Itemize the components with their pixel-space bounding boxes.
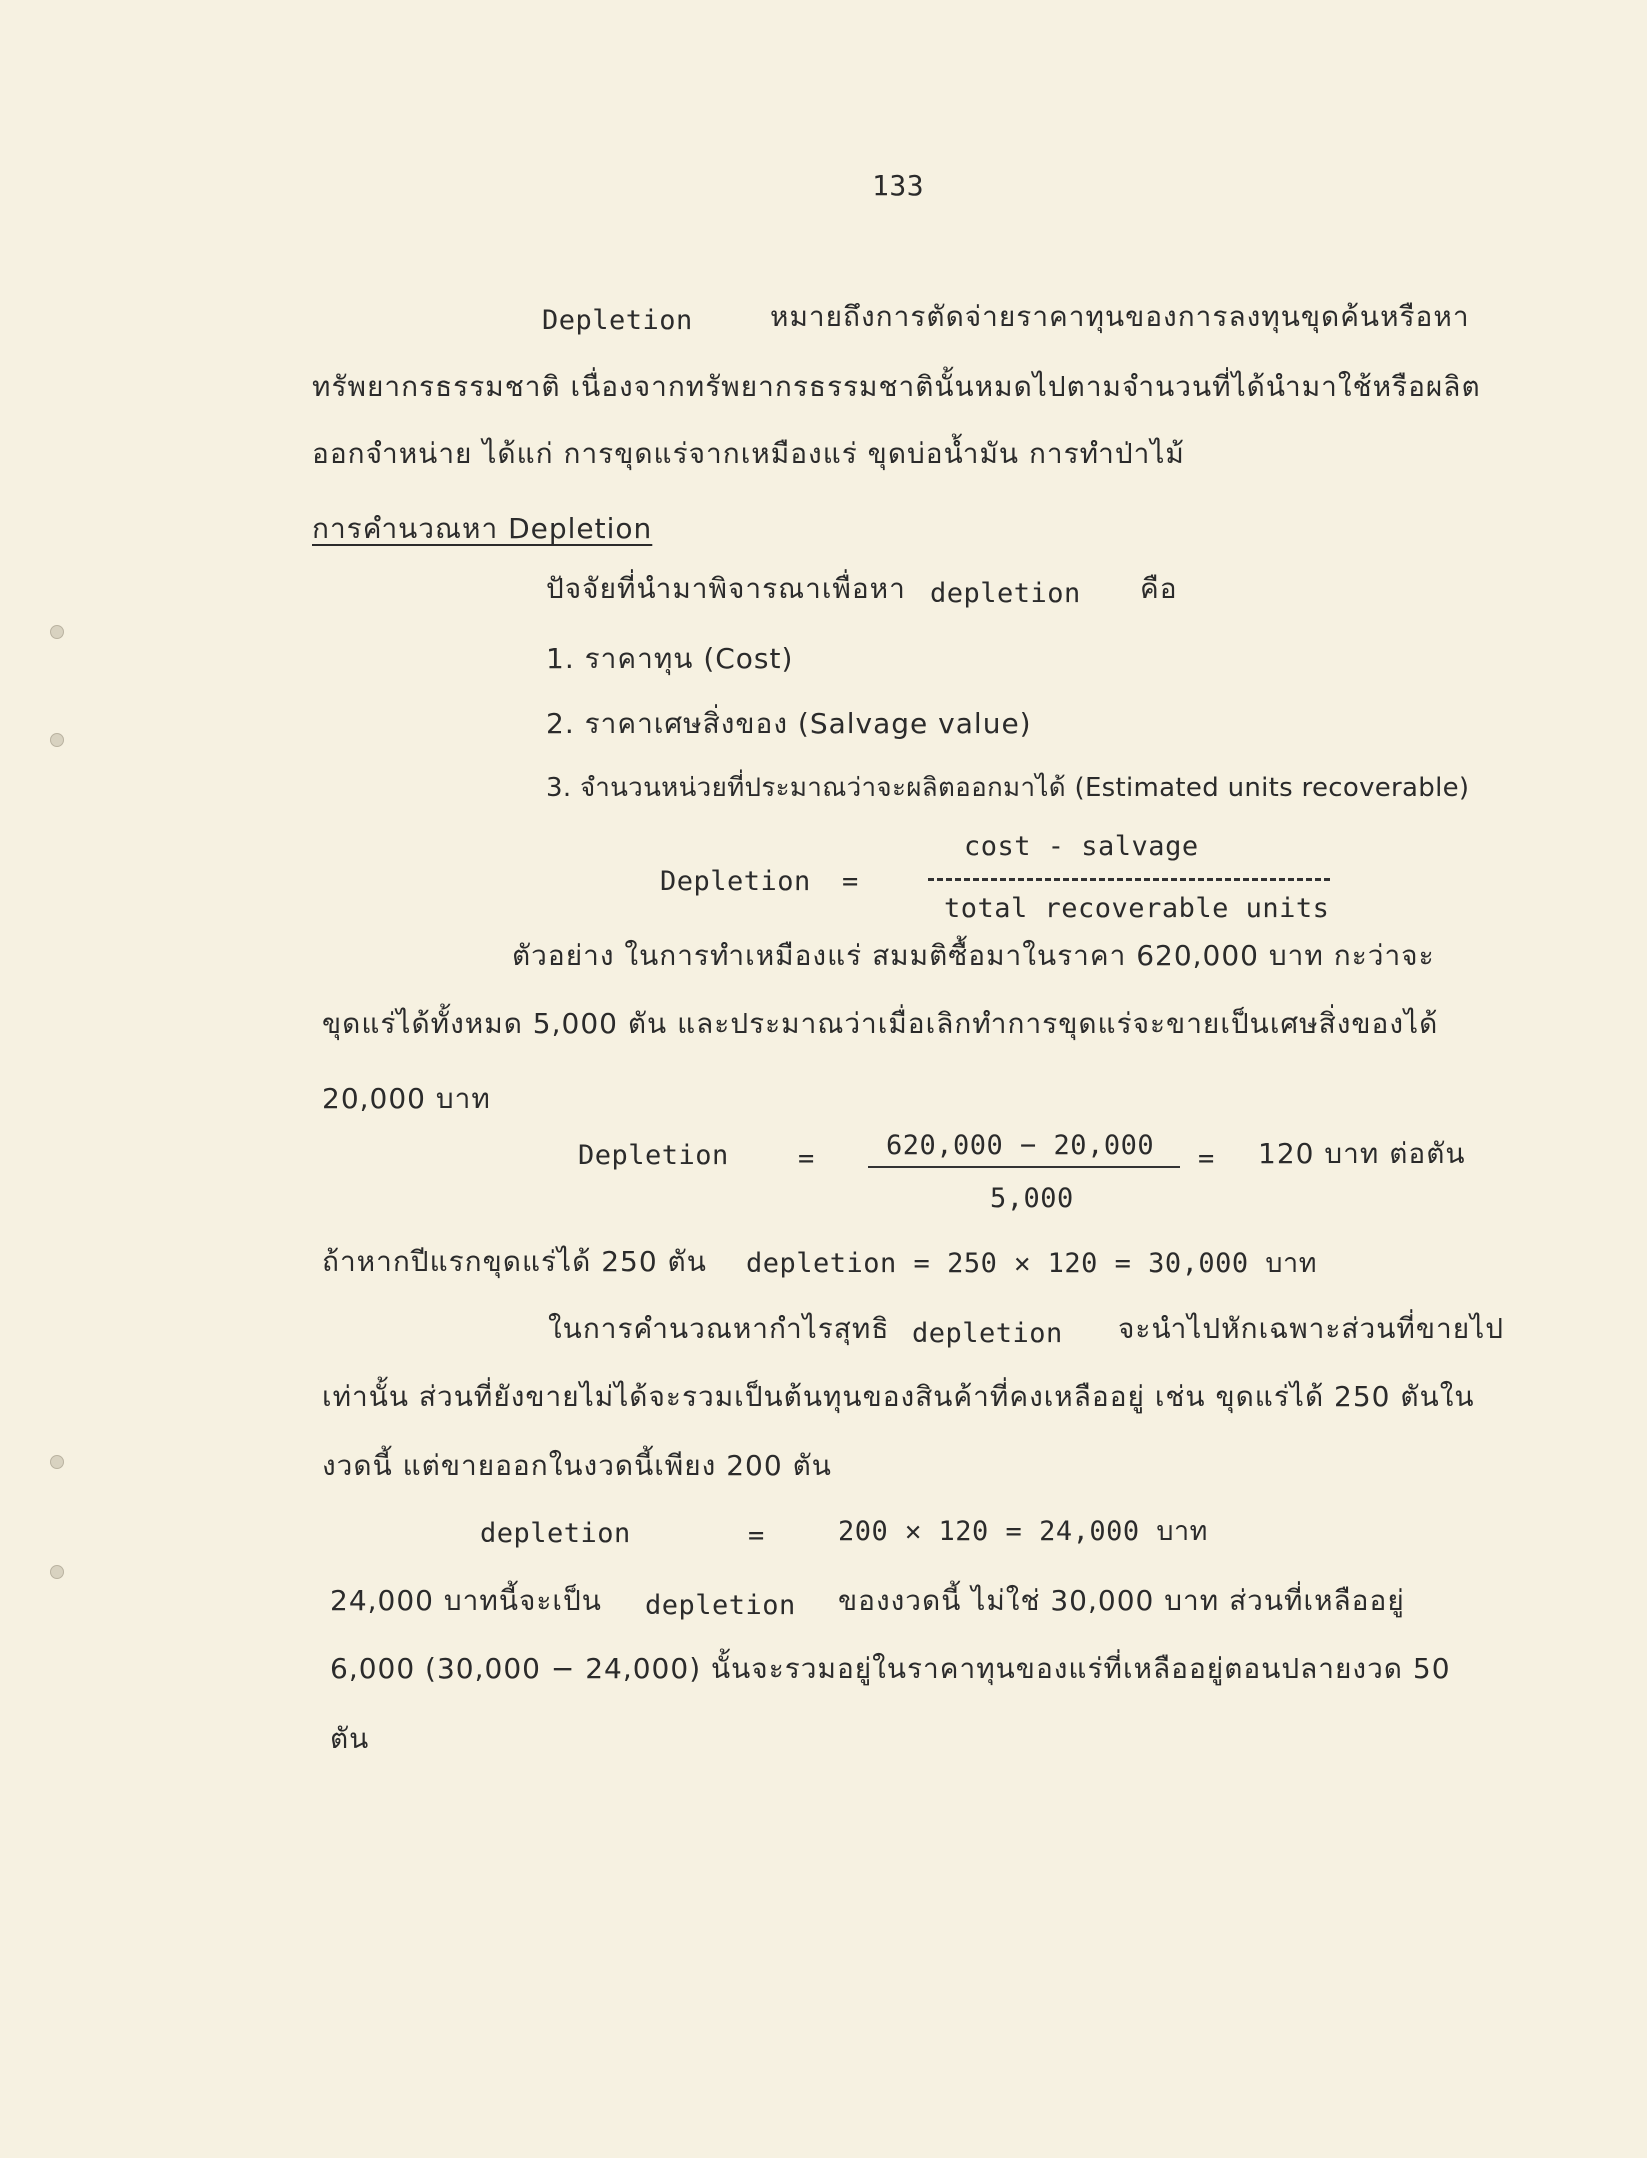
definition-line-3: ออกจำหน่าย ได้แก่ การขุดแร่จากเหมืองแร่ ขุดบ่อน้ำมัน การทำป่าไม้	[312, 437, 1185, 470]
net-profit-line-1c: จะนำไปหักเฉพาะส่วนที่ขายไป	[1118, 1312, 1504, 1345]
formula1-denominator: total recoverable units	[944, 893, 1330, 924]
first-year-text: ถ้าหากปีแรกขุดแร่ได้ 250 ตัน	[322, 1245, 707, 1278]
formula2-lhs: Depletion	[578, 1140, 729, 1171]
factor-item-3: 3. จำนวนหน่วยที่ประมาณว่าจะผลิตออกมาได้ (Estimated units recoverable)	[546, 773, 1470, 803]
conclusion-line-3: ตัน	[330, 1722, 370, 1755]
formula2-result: 120 บาท ต่อตัน	[1258, 1137, 1466, 1170]
formula1-lhs: Depletion	[660, 866, 811, 897]
factors-intro-end: คือ	[1140, 572, 1178, 605]
page-number: 133	[872, 169, 925, 202]
binder-hole	[50, 625, 64, 639]
conclusion-line-1a: 24,000 บาทนี้จะเป็น	[330, 1584, 602, 1617]
formula2-denominator: 5,000	[990, 1183, 1074, 1214]
formula2-fraction-bar	[868, 1166, 1180, 1168]
first-year-calc: depletion = 250 ✕ 120 = 30,000 บาท	[746, 1248, 1318, 1279]
example-line-2: ขุดแร่ได้ทั้งหมด 5,000 ตัน และประมาณว่าเมื่อเลิกทำการขุดแร่จะขายเป็นเศษสิ่งของได้	[322, 1007, 1439, 1040]
definition-line-1: หมายถึงการตัดจ่ายราคาทุนของการลงทุนขุดค้นหรือหา	[770, 300, 1470, 333]
definition-term: Depletion	[542, 305, 693, 336]
formula3-equals: =	[748, 1520, 765, 1551]
example-line-1: ตัวอย่าง ในการทำเหมืองแร่ สมมติซื้อมาในราคา 620,000 บาท กะว่าจะ	[512, 939, 1435, 972]
formula2-numerator: 620,000 − 20,000	[886, 1130, 1155, 1161]
factors-intro-term: depletion	[930, 578, 1081, 609]
definition-line-2: ทรัพยากรธรรมชาติ เนื่องจากทรัพยากรธรรมชาตินั้นหมดไปตามจำนวนที่ได้นำมาใช้หรือผลิต	[312, 370, 1481, 403]
formula2-equals: =	[798, 1143, 815, 1174]
conclusion-term: depletion	[645, 1590, 796, 1621]
formula1-equals: =	[842, 866, 859, 897]
factor-item-1: 1. ราคาทุน (Cost)	[546, 642, 794, 675]
net-profit-term: depletion	[912, 1318, 1063, 1349]
conclusion-line-2: 6,000 (30,000 − 24,000) นั้นจะรวมอยู่ในราคาทุนของแร่ที่เหลืออยู่ตอนปลายงวด 50	[330, 1652, 1451, 1685]
formula3-rhs: 200 ✕ 120 = 24,000 บาท	[838, 1516, 1208, 1547]
binder-hole	[50, 1565, 64, 1579]
formula3-lhs: depletion	[480, 1518, 631, 1549]
binder-hole	[50, 1455, 64, 1469]
factor-item-2: 2. ราคาเศษสิ่งของ (Salvage value)	[546, 707, 1032, 740]
formula2-equals-2: =	[1198, 1143, 1215, 1174]
binder-hole	[50, 733, 64, 747]
formula1-numerator: cost - salvage	[964, 831, 1199, 862]
conclusion-line-1c: ของงวดนี้ ไม่ใช่ 30,000 บาท ส่วนที่เหลืออยู่	[838, 1584, 1405, 1617]
net-profit-line-1a: ในการคำนวณหากำไรสุทธิ	[548, 1312, 890, 1345]
formula1-fraction-bar	[928, 878, 1330, 881]
section-heading: การคำนวณหา Depletion	[312, 512, 653, 545]
factors-intro: ปัจจัยที่นำมาพิจารณาเพื่อหา	[546, 572, 906, 605]
net-profit-line-2: เท่านั้น ส่วนที่ยังขายไม่ได้จะรวมเป็นต้นทุนของสินค้าที่คงเหลืออยู่ เช่น ขุดแร่ได้ 250 ตันใน	[322, 1380, 1475, 1413]
net-profit-line-3: งวดนี้ แต่ขายออกในงวดนี้เพียง 200 ตัน	[322, 1449, 832, 1482]
example-line-3: 20,000 บาท	[322, 1082, 491, 1115]
